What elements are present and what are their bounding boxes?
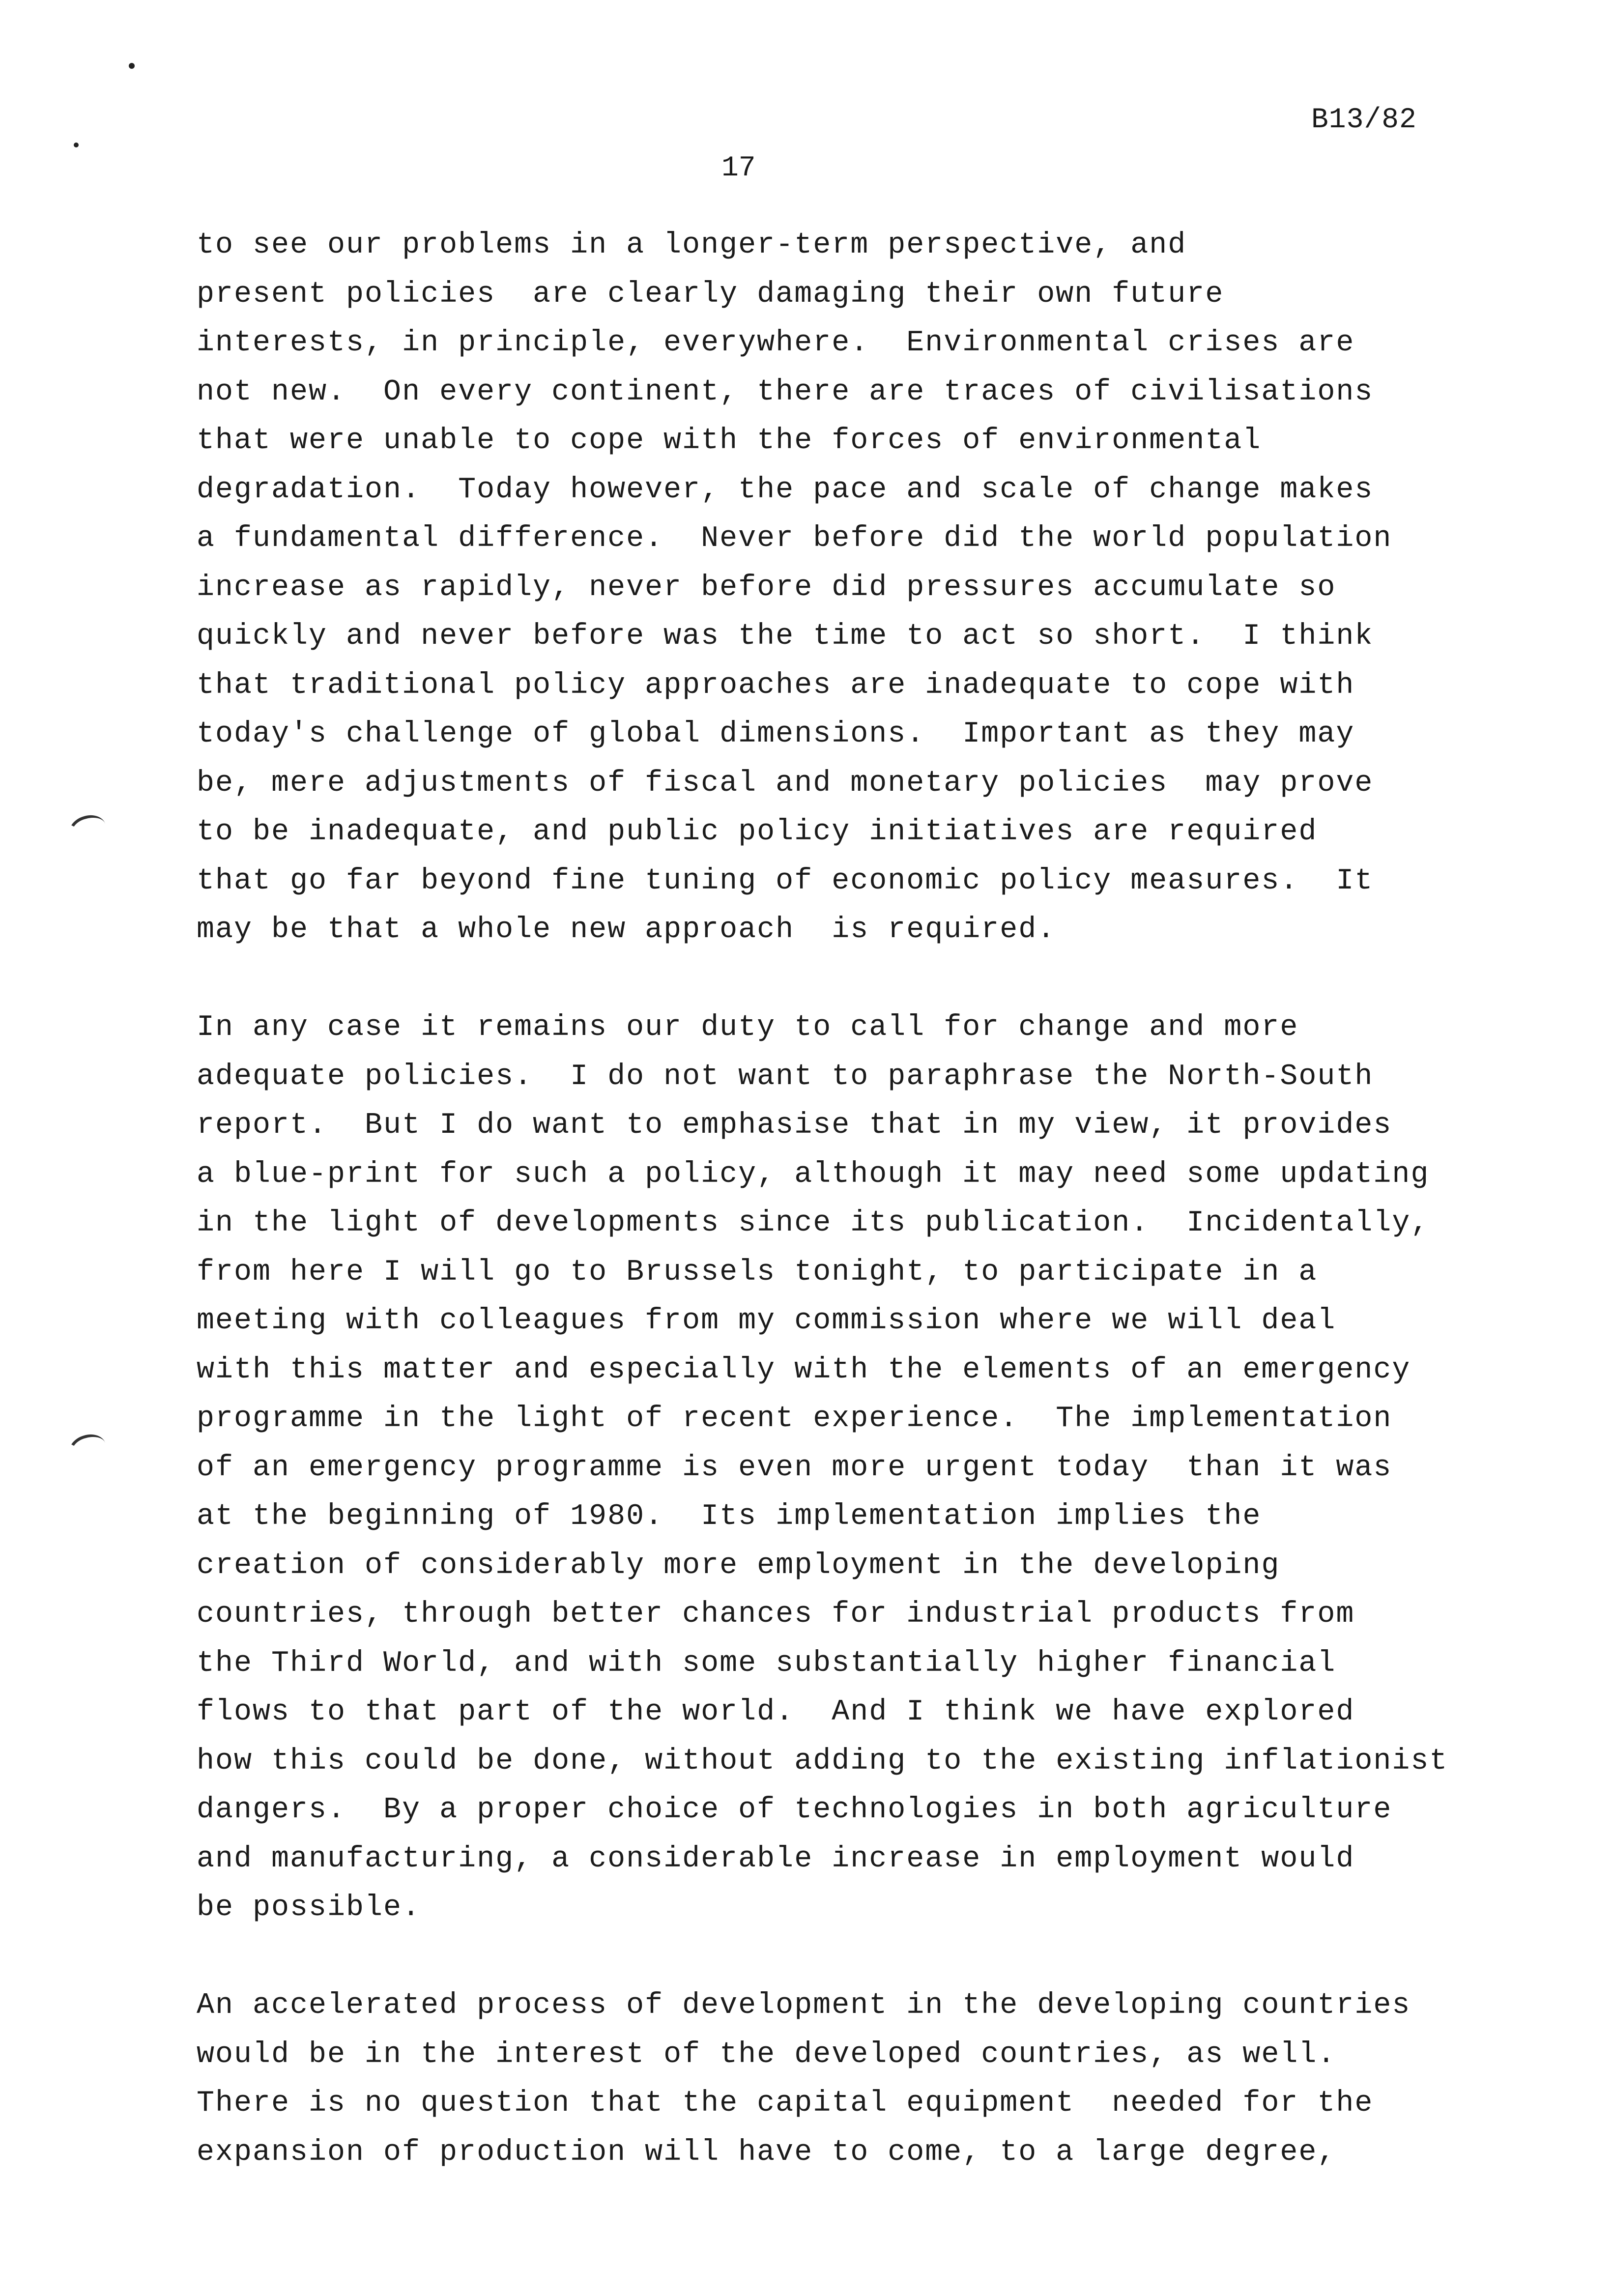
text-line: that traditional policy approaches are inadequate to cope with — [197, 668, 1355, 702]
text-line: adequate policies. I do not want to paraphrase the North-South — [197, 1060, 1374, 1093]
margin-speck-upper — [74, 143, 79, 147]
text-line: In any case it remains our duty to call for change and more — [197, 1011, 1299, 1044]
text-line: dangers. By a proper choice of technologies in both agriculture — [197, 1793, 1392, 1827]
text-line: of an emergency programme is even more urgent today than it was — [197, 1451, 1392, 1485]
text-line: how this could be done, without adding to the existing inflationist — [197, 1744, 1448, 1778]
text-line: There is no question that the capital equipment needed for the — [197, 2087, 1374, 2120]
text-line: to see our problems in a longer-term perspective, and — [197, 229, 1187, 262]
page-number: 17 — [721, 152, 756, 184]
text-line: with this matter and especially with the elements of an emergency — [197, 1353, 1411, 1387]
margin-mark-1 — [65, 811, 110, 849]
text-line: An accelerated process of development in the developing countries — [197, 1989, 1411, 2022]
text-line: increase as rapidly, never before did pressures accumulate so — [197, 571, 1336, 604]
text-line: report. But I do want to emphasise that in my view, it provides — [197, 1109, 1392, 1142]
text-line: flows to that part of the world. And I think we have explored — [197, 1695, 1355, 1729]
paragraph — [197, 1004, 1553, 1933]
text-line: from here I will go to Brussels tonight, to participate in a — [197, 1255, 1318, 1289]
paragraph — [197, 221, 1553, 955]
margin-mark-2 — [65, 1430, 110, 1468]
text-line: quickly and never before was the time to act so short. I think — [197, 620, 1374, 653]
margin-speck-top — [129, 63, 135, 69]
text-line: programme in the light of recent experience. The implementation — [197, 1402, 1392, 1435]
text-line: interests, in principle, everywhere. Environmental crises are — [197, 326, 1355, 360]
text-line: at the beginning of 1980. Its implementation implies the — [197, 1500, 1262, 1533]
text-line: to be inadequate, and public policy initiatives are required — [197, 815, 1318, 849]
text-line: would be in the interest of the developed countries, as well. — [197, 2038, 1336, 2071]
text-line: meeting with colleagues from my commission where we will deal — [197, 1304, 1336, 1338]
text-line: be possible. — [197, 1891, 421, 1924]
text-line: a blue-print for such a policy, although it may need some updating — [197, 1157, 1430, 1191]
text-line: a fundamental difference. Never before did the world population — [197, 522, 1392, 555]
text-line: present policies are clearly damaging their own future — [197, 277, 1224, 311]
paragraph — [197, 1981, 1553, 2177]
text-line: today's challenge of global dimensions. Important as they may — [197, 718, 1355, 751]
text-line: not new. On every continent, there are traces of civilisations — [197, 375, 1374, 409]
text-line: creation of considerably more employment in the developing — [197, 1549, 1280, 1582]
document-body — [197, 221, 1553, 2226]
text-line: expansion of production will have to come, to a large degree, — [197, 2135, 1336, 2169]
document-reference: B13/82 — [1311, 104, 1417, 136]
text-line: and manufacturing, a considerable increase in employment would — [197, 1842, 1355, 1876]
text-line: countries, through better chances for industrial products from — [197, 1598, 1355, 1631]
text-line: that go far beyond fine tuning of economic policy measures. It — [197, 864, 1374, 898]
text-line: degradation. Today however, the pace and scale of change makes — [197, 473, 1374, 507]
text-line: be, mere adjustments of fiscal and monetary policies may prove — [197, 766, 1374, 800]
text-line: that were unable to cope with the forces of environmental — [197, 424, 1262, 458]
text-line: may be that a whole new approach is required. — [197, 913, 1056, 947]
text-line: the Third World, and with some substantially higher financial — [197, 1646, 1336, 1680]
text-line: in the light of developments since its publication. Incidentally, — [197, 1206, 1430, 1240]
